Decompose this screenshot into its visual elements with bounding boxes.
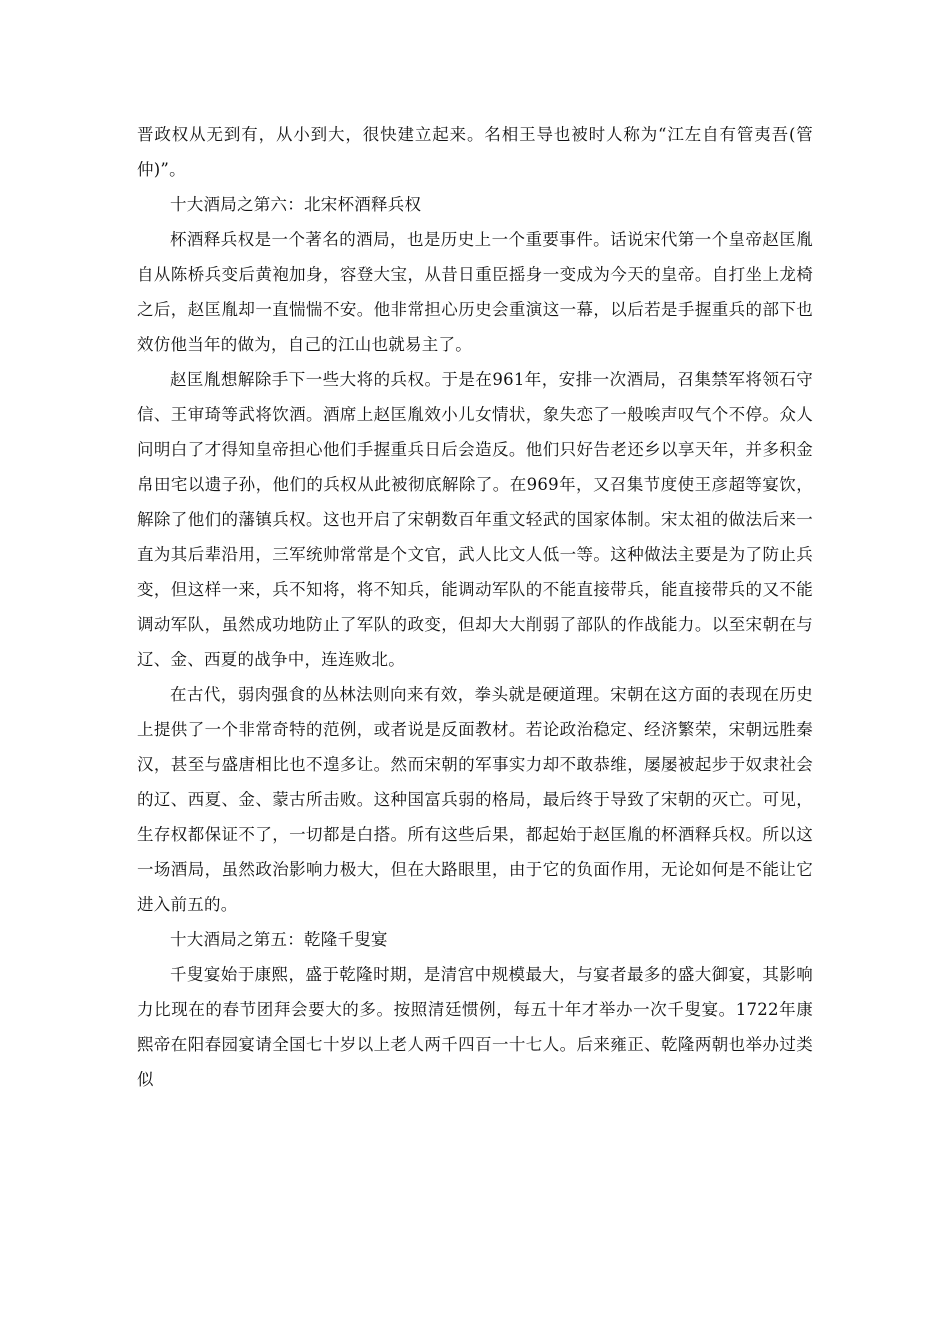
document-body <box>137 117 813 1097</box>
paragraph: 赵匡胤想解除手下一些大将的兵权。于是在961年，安排一次酒局，召集禁军将领石守信、王审琦等武将饮酒。酒席上赵匡胤效小儿女情状，象失恋了一般唉声叹气个不停。众人问明白了才得知皇帝担心他们手握重兵日后会造反。他们只好告老还乡以享天年，并多积金帛田宅以遗子孙，他们的兵权从此被彻底解除了。在969年，又召集节度使王彦超等宴饮，解除了他们的藩镇兵权。这也开启了宋朝数百年重文轻武的国家体制。宋太祖的做法后来一直为其后辈沿用，三军统帅常常是个文官，武人比文人低一等。这种做法主要是为了防止兵变，但这样一来，兵不知将，将不知兵，能调动军队的不能直接带兵，能直接带兵的又不能调动军队，虽然成功地防止了军队的政变，但却大大削弱了部队的作战能力。以至宋朝在与辽、金、西夏的战争中，连连败北。 <box>137 370 813 669</box>
section-heading-sixth: 十大酒局之第六：北宋杯酒释兵权 <box>170 195 422 214</box>
paragraph: 在古代，弱肉强食的丛林法则向来有效，拳头就是硬道理。宋朝在这方面的表现在历史上提供了一个非常奇特的范例，或者说是反面教材。若论政治稳定、经济繁荣，宋朝远胜秦汉，甚至与盛唐相比也不遑多让。然而宋朝的军事实力却不敢恭维，屡屡被起步于奴隶社会的辽、西夏、金、蒙古所击败。这种国富兵弱的格局，最后终于导致了宋朝的灭亡。可见，生存权都保证不了，一切都是白搭。所有这些后果，都起始于赵匡胤的杯酒释兵权。所以这一场酒局，虽然政治影响力极大，但在大路眼里，由于它的负面作用，无论如何是不能让它进入前五的。 <box>137 685 813 914</box>
paragraph: 杯酒释兵权是一个著名的酒局，也是历史上一个重要事件。话说宋代第一个皇帝赵匡胤自从陈桥兵变后黄袍加身，容登大宝，从昔日重臣摇身一变成为今天的皇帝。自打坐上龙椅之后，赵匡胤却一直惴惴不安。他非常担心历史会重演这一幕，以后若是手握重兵的部下也效仿他当年的做为，自己的江山也就易主了。 <box>137 230 813 354</box>
paragraph-continuation: 晋政权从无到有，从小到大，很快建立起来。名相王导也被时人称为“江左自有管夷吾(管仲)”。 <box>137 125 813 179</box>
section-heading-fifth: 十大酒局之第五：乾隆千叟宴 <box>170 930 388 949</box>
paragraph: 千叟宴始于康熙，盛于乾隆时期，是清宫中规模最大，与宴者最多的盛大御宴，其影响力比现在的春节团拜会要大的多。按照清廷惯例，每五十年才举办一次千叟宴。1722年康熙帝在阳春园宴请全国七十岁以上老人两千四百一十七人。后来雍正、乾隆两朝也举办过类似 <box>137 965 813 1089</box>
